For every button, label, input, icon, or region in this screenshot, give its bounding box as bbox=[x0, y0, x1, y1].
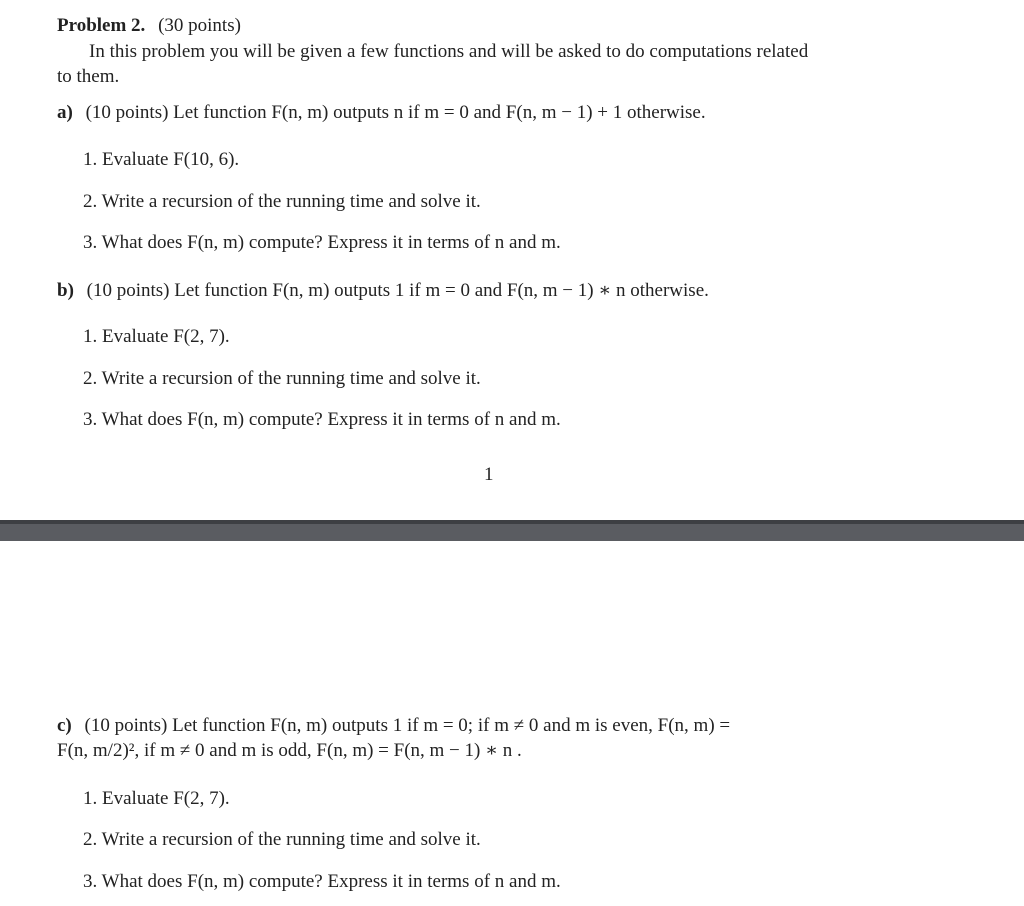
problem-points: (30 points) bbox=[158, 15, 241, 36]
part-a-statement bbox=[57, 101, 706, 125]
part-b-text: (10 points) Let function F(n, m) outputs 1 if m = 0 and F(n, m − 1) ∗ n otherwise. bbox=[86, 280, 709, 301]
part-c-item-2: 2. Write a recursion of the running time and solve it. bbox=[83, 829, 481, 850]
problem-heading bbox=[57, 14, 241, 38]
document-page-2 bbox=[0, 541, 1024, 906]
part-b-item-3: 3. What does F(n, m) compute? Express it in terms of n and m. bbox=[83, 409, 561, 430]
intro-line-1: In this problem you will be given a few functions and will be asked to do computations related bbox=[89, 41, 809, 62]
part-b-item-1: 1. Evaluate F(2, 7). bbox=[83, 326, 230, 347]
part-a-label: a) bbox=[57, 102, 73, 123]
part-c-text-line-2: F(n, m/2)², if m ≠ 0 and m is odd, F(n, m) = F(n, m − 1) ∗ n . bbox=[57, 740, 522, 761]
part-a-item-2: 2. Write a recursion of the running time and solve it. bbox=[83, 191, 481, 212]
part-b-item-2: 2. Write a recursion of the running time and solve it. bbox=[83, 368, 481, 389]
part-b-label: b) bbox=[57, 280, 74, 301]
part-c-label: c) bbox=[57, 715, 72, 736]
intro-line-2: to them. bbox=[57, 66, 120, 87]
part-a-item-3: 3. What does F(n, m) compute? Express it in terms of n and m. bbox=[83, 232, 561, 253]
problem-title: Problem 2. bbox=[57, 15, 146, 36]
part-c-item-3: 3. What does F(n, m) compute? Express it in terms of n and m. bbox=[83, 871, 561, 892]
page-separator-shadow bbox=[0, 520, 1024, 524]
part-a-item-1: 1. Evaluate F(10, 6). bbox=[83, 149, 240, 170]
part-c-statement bbox=[57, 714, 730, 738]
part-a-text: (10 points) Let function F(n, m) outputs n if m = 0 and F(n, m − 1) + 1 otherwise. bbox=[85, 102, 706, 123]
part-b-statement bbox=[57, 279, 709, 303]
part-c-item-1: 1. Evaluate F(2, 7). bbox=[83, 788, 230, 809]
part-c-text-line-1: (10 points) Let function F(n, m) outputs 1 if m = 0; if m ≠ 0 and m is even, F(n, m) = bbox=[84, 715, 731, 736]
page-number: 1 bbox=[484, 464, 494, 485]
